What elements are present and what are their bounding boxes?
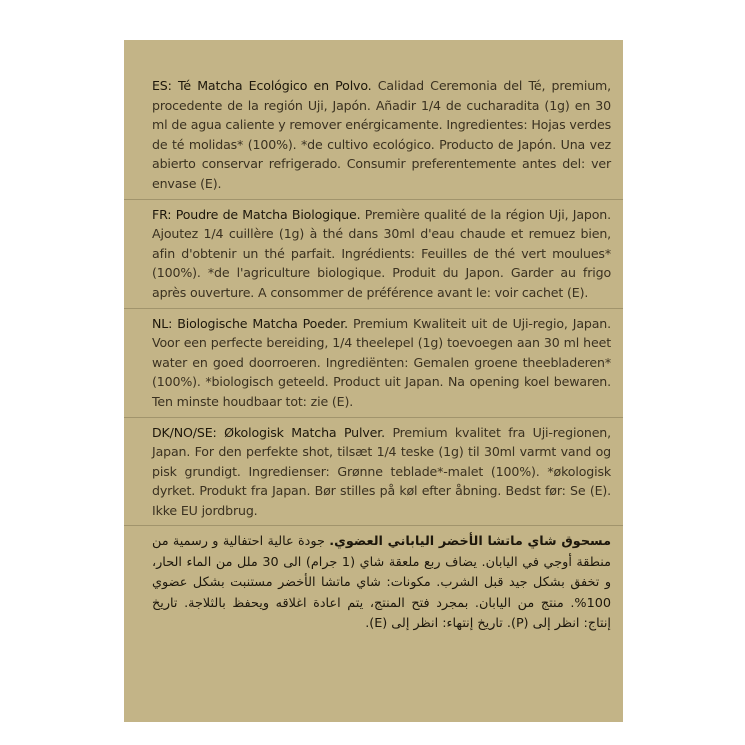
section-es-heading: ES: Té Matcha Ecológico en Polvo. [152,78,372,93]
section-nl [152,314,611,412]
section-fr-text: Première qualité de la région Uji, Japon. Ajoutez 1/4 cuillère (1g) à thé dans 30ml d'eau chaude et remuez bien, afin d'obtenir un thé parfait. Ingrédients: Feuilles de thé vert moulues* (100%). *de l'agriculture biologique. Produit du Japon. Garder au frigo après ouverture. A consommer de préférence avant le: voir cachet (E). [152,206,611,300]
section-ar-text: جودة عالية احتفالية و رسمية من منطقة أوجي في اليابان. يضاف ربع ملعقة شاي (1 جرام) الى 30 ملل من الماء الحار، و تخفق بشكل جيد قبل الشرب. مكونات: شاي ماتشا الأخضر مستنبت بشكل عضوي 100%. منتج من اليابان. بمجرد فتح المنتج، يتم اعادة اغلاقه ويحفظ بالثلاجة. تاريخ إنتاج: انظر إلى (P). تاريخ إنتهاء: انظر إلى (E). [152,534,611,632]
section-nl-heading: NL: Biologische Matcha Poeder. [152,315,348,331]
divider-3 [124,417,623,418]
section-dk-heading: DK/NO/SE: Økologisk Matcha Pulver. [152,424,385,440]
section-fr-heading: FR: Poudre de Matcha Biologique. [152,206,361,222]
product-label-panel [124,40,623,722]
divider-2 [124,308,623,309]
section-es-text: Calidad Ceremonia del Té, premium, procedente de la región Uji, Japón. Añadir 1/4 de cucharadita (1g) en 30 ml de agua caliente y remover enérgicamente. Ingredientes: Hojas verdes de té molidas* (100%). *de cultivo ecológico. Producto de Japón. Una vez abierto conservar refrigerado. Consumir preferentemente antes del: ver envase (E). [152,78,611,191]
section-ar-heading: مسحوق شاي ماتشا الأخضر الياباني العضوي. [329,534,612,550]
section-es [152,76,611,194]
section-ar [152,532,611,634]
section-fr [152,205,611,303]
section-dk-text: Premium kvalitet fra Uji-regionen, Japan. For den perfekte shot, tilsæt 1/4 teske (1g) til 30ml varmt vand og pisk grundigt. Ingredienser: Grønne teblade*-malet (100%). *økologisk dyrket. Produkt fra Japan. Bør stilles på køl efter åbning. Bedst før: Se (E). Ikke EU jordbrug. [152,424,611,518]
divider-1 [124,199,623,200]
section-dk [152,423,611,521]
divider-4 [124,525,623,526]
section-nl-text: Premium Kwaliteit uit de Uji-regio, Japan. Voor een perfecte bereiding, 1/4 theelepel (1g) toevoegen aan 30 ml heet water en goed doorroeren. Ingrediënten: Gemalen groene theebladeren* (100%). *biologisch geteeld. Product uit Japan. Na opening koel bewaren. Ten minste houdbaar tot: zie (E). [152,315,611,409]
